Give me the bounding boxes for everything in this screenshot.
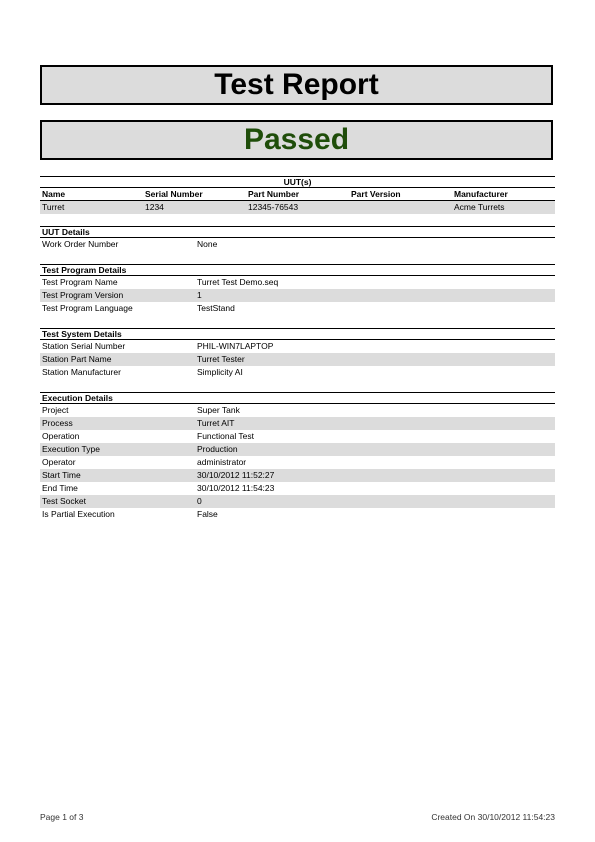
uut-details-section: [40, 226, 555, 251]
uut-table: [40, 176, 555, 214]
uut-table-header: [40, 188, 555, 201]
list-item: [40, 238, 555, 251]
field-value: Functional Test: [197, 431, 255, 441]
field-label: Station Manufacturer: [42, 367, 121, 377]
field-value: TestStand: [197, 303, 235, 313]
created-timestamp: Created On 30/10/2012 11:54:23: [431, 812, 555, 822]
uut-cell-serial: 1234: [145, 202, 164, 212]
field-value: 30/10/2012 11:52:27: [197, 470, 275, 480]
list-item: [40, 340, 555, 353]
field-label: Station Serial Number: [42, 341, 126, 351]
page-number: Page 1 of 3: [40, 812, 84, 822]
uut-col-name: Name: [42, 189, 66, 199]
uut-col-part-version: Part Version: [351, 189, 401, 199]
list-item: [40, 508, 555, 521]
field-label: Operator: [42, 457, 76, 467]
list-item: [40, 443, 555, 456]
uut-cell-part-number: 12345-76543: [248, 202, 299, 212]
field-label: Test Program Version: [42, 290, 124, 300]
list-item: [40, 276, 555, 289]
uut-table-caption: UUT(s): [40, 176, 555, 188]
field-value: 1: [197, 290, 202, 300]
field-label: Work Order Number: [42, 239, 119, 249]
field-label: Station Part Name: [42, 354, 112, 364]
execution-rows: [40, 404, 555, 521]
field-value: Turret Tester: [197, 354, 245, 364]
table-row: [40, 201, 555, 214]
list-item: [40, 404, 555, 417]
section-header: UUT Details: [40, 226, 555, 238]
list-item: [40, 302, 555, 315]
field-value: None: [197, 239, 218, 249]
status-banner: Passed: [40, 120, 553, 160]
list-item: [40, 366, 555, 379]
field-value: Turret AIT: [197, 418, 235, 428]
field-value: Production: [197, 444, 238, 454]
uut-cell-name: Turret: [42, 202, 65, 212]
field-label: Project: [42, 405, 69, 415]
uut-col-part-number: Part Number: [248, 189, 300, 199]
field-value: administrator: [197, 457, 247, 467]
field-label: Test Program Name: [42, 277, 118, 287]
field-value: Super Tank: [197, 405, 240, 415]
field-label: Test Program Language: [42, 303, 133, 313]
test-program-rows: [40, 276, 555, 315]
field-value: False: [197, 509, 218, 519]
section-header: Test Program Details: [40, 264, 555, 276]
field-label: End Time: [42, 483, 78, 493]
list-item: [40, 353, 555, 366]
field-label: Process: [42, 418, 73, 428]
test-system-details-section: [40, 328, 555, 379]
section-header: Test System Details: [40, 328, 555, 340]
list-item: [40, 417, 555, 430]
list-item: [40, 430, 555, 443]
field-value: Turret Test Demo.seq: [197, 277, 279, 287]
uut-cell-manufacturer: Acme Turrets: [454, 202, 505, 212]
field-value: 0: [197, 496, 202, 506]
field-label: Operation: [42, 431, 80, 441]
test-program-details-section: [40, 264, 555, 315]
field-value: PHIL-WIN7LAPTOP: [197, 341, 274, 351]
field-label: Execution Type: [42, 444, 100, 454]
test-system-rows: [40, 340, 555, 379]
field-value: Simplicity AI: [197, 367, 243, 377]
uut-cell-part-version: [349, 201, 452, 214]
uut-details-rows: [40, 238, 555, 251]
execution-details-section: [40, 392, 555, 521]
uut-col-manufacturer: Manufacturer: [454, 189, 508, 199]
report-title: Test Report: [40, 65, 553, 105]
field-value: 30/10/2012 11:54:23: [197, 483, 275, 493]
list-item: [40, 495, 555, 508]
field-label: Start Time: [42, 470, 81, 480]
field-label: Test Socket: [42, 496, 86, 506]
section-header: Execution Details: [40, 392, 555, 404]
list-item: [40, 456, 555, 469]
field-label: Is Partial Execution: [42, 509, 115, 519]
uut-col-serial: Serial Number: [145, 189, 203, 199]
list-item: [40, 482, 555, 495]
list-item: [40, 469, 555, 482]
list-item: [40, 289, 555, 302]
